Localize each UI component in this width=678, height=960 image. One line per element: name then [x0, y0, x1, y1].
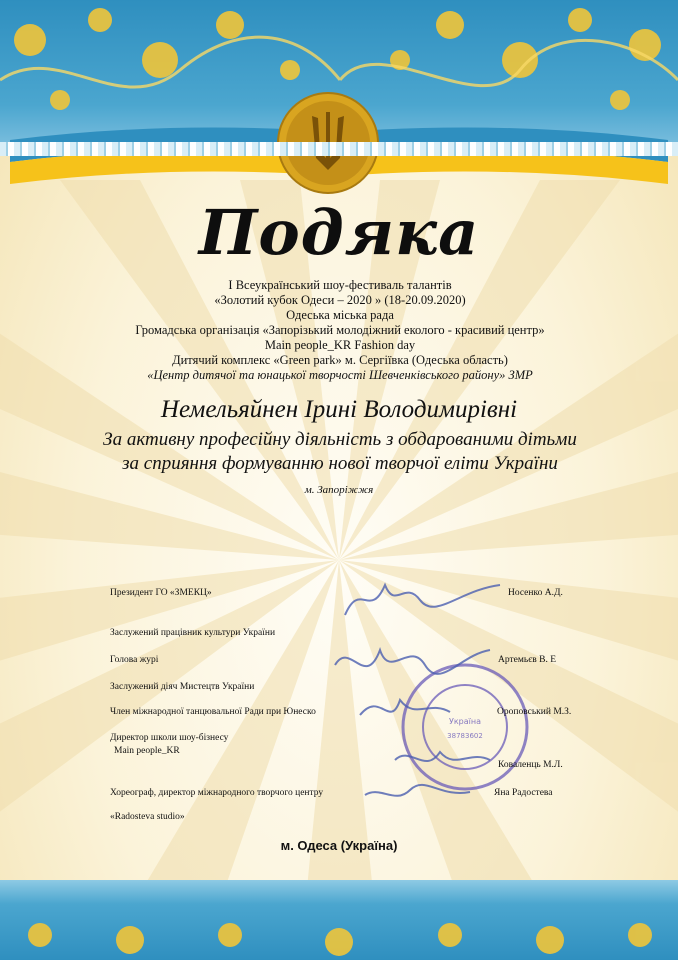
signatory-role: Директор школи шоу-бізнесу — [110, 733, 229, 743]
merit-line: За активну професійну діяльність з обдарованими дітьми — [103, 429, 577, 450]
signatory-name: Артемьєв В. Е — [498, 655, 557, 665]
signatory-name: Ороповський М.З. — [497, 707, 572, 717]
info-line: Одеська міська рада — [286, 308, 394, 322]
certificate-title: Подяка — [198, 196, 480, 269]
info-line: I Всеукраїнський шоу-фестиваль талантів — [228, 278, 452, 292]
signatory-role: Голова журі — [110, 655, 159, 665]
info-line: Дитячий комплекс «Green park» м. Сергіївка (Одеська область) — [172, 353, 508, 367]
signatory-name: Носенко А.Д. — [508, 588, 563, 598]
svg-text:38783602: 38783602 — [447, 732, 483, 740]
signatory-role: Хореограф, директор міжнародного творчого центру — [110, 788, 324, 798]
svg-text:Україна: Україна — [448, 717, 482, 726]
info-line: «Золотий кубок Одеси – 2020 » (18-20.09.2020) — [214, 293, 466, 307]
signatory-role: Main people_KR — [114, 746, 180, 756]
info-line: «Центр дитячої та юнацької творчості Шевченківського району» ЗМР — [147, 368, 533, 382]
signatory-role: Член міжнародної танцювальної Ради при Юнеско — [110, 707, 316, 717]
info-line: Громадська організація «Запорізький молодіжний еколого - красивий центр» — [135, 323, 545, 337]
signatory-role: Президент ГО «ЗМЕКЦ» — [110, 588, 212, 598]
signatory-role: Заслужений працівник культури України — [110, 628, 276, 638]
issue-city: м. Одеса (Україна) — [280, 838, 398, 853]
signatory-role: «Radosteva studio» — [110, 812, 185, 822]
recipient-name: Немельяйнен Ірині Володимирівні — [160, 396, 518, 423]
signatory-name: Коваленць М.Л. — [498, 760, 563, 770]
signatory-name: Яна Радостева — [494, 788, 553, 798]
merit-line: за сприяння формуванню нової творчої еліти України — [122, 453, 558, 474]
signatory-role: Заслужений діяч Мистецтв України — [110, 682, 255, 692]
info-line: Main people_KR Fashion day — [264, 338, 416, 352]
issue-city-small: м. Запоріжжя — [304, 484, 374, 496]
